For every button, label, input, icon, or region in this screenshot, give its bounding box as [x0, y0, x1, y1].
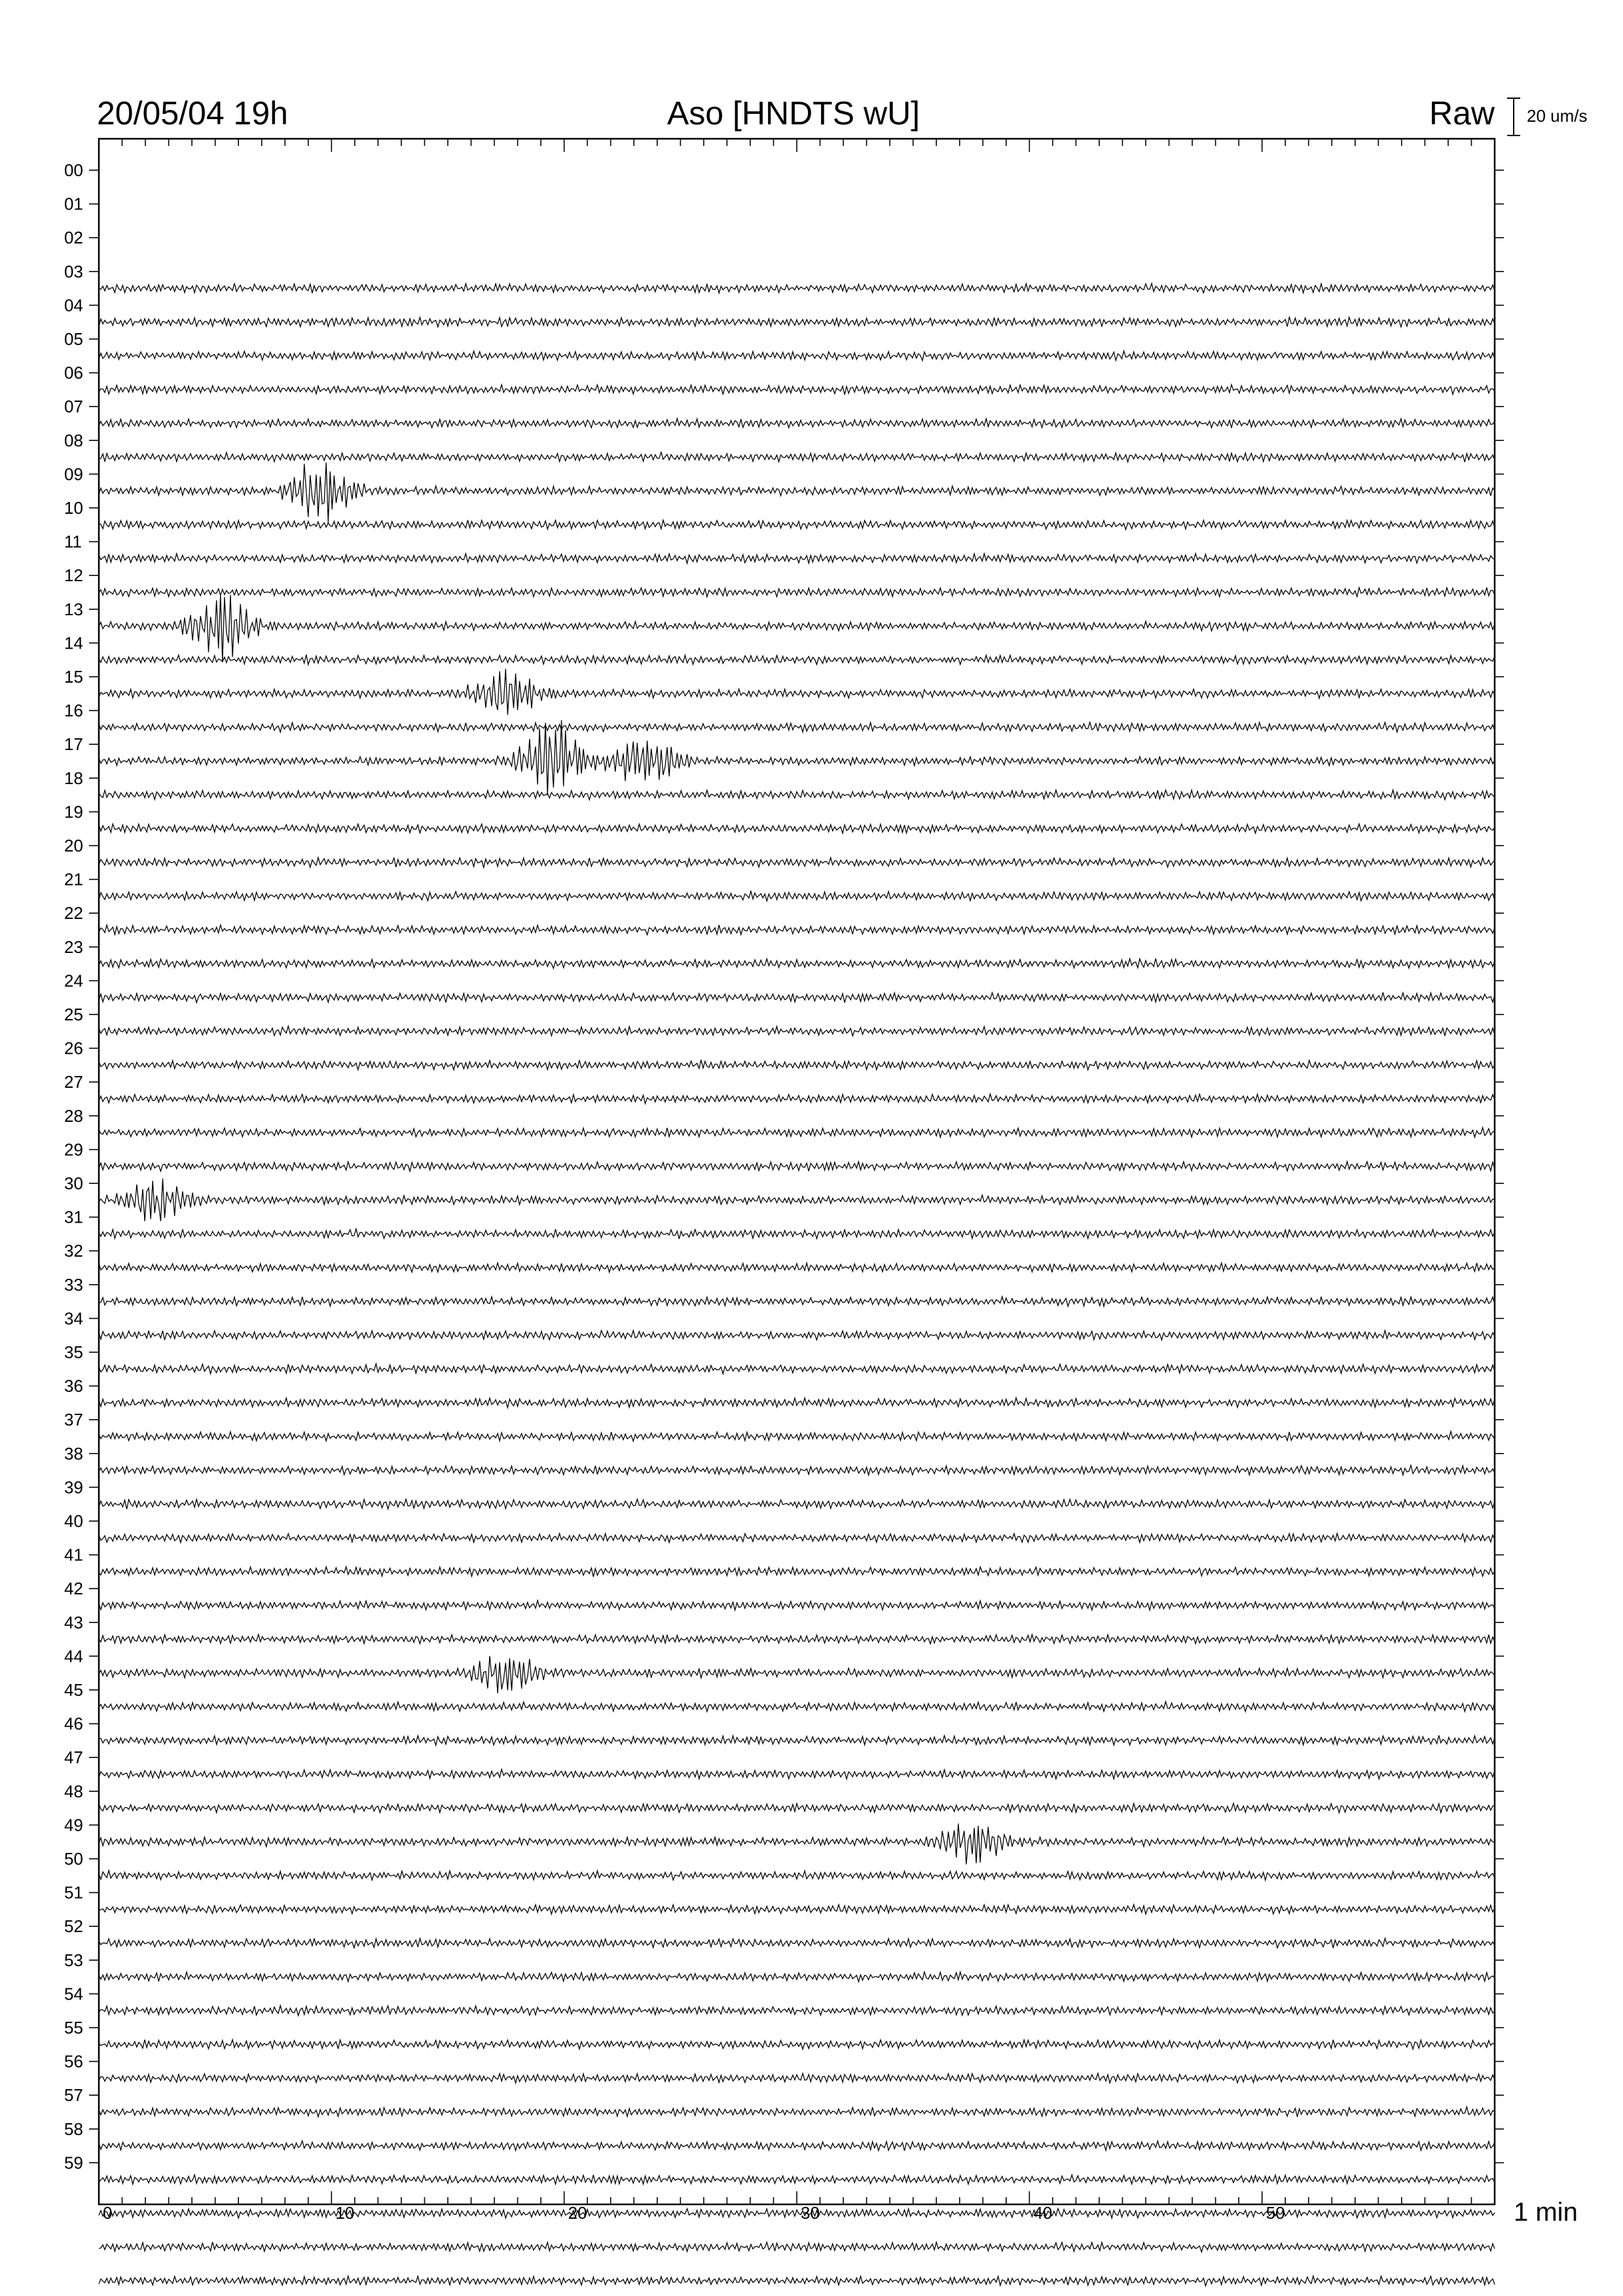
row-label: 24 [64, 971, 83, 991]
trace-line [99, 520, 1495, 530]
row-label: 37 [64, 1410, 83, 1430]
row-label: 03 [64, 261, 83, 281]
trace-line [99, 1229, 1495, 1239]
trace-line [99, 1431, 1495, 1441]
x-axis-labels [103, 2203, 1285, 2223]
trace-line [99, 418, 1495, 428]
row-label: 38 [64, 1443, 83, 1463]
trace-line [99, 1162, 1495, 1172]
row-label: 25 [64, 1005, 83, 1024]
trace-line [99, 1871, 1495, 1880]
x-tick-label: 10 [335, 2203, 355, 2223]
trace-line [99, 1600, 1495, 1610]
row-label: 01 [64, 194, 83, 214]
row-label: 50 [64, 1849, 83, 1869]
trace-line [99, 2175, 1495, 2185]
row-label: 28 [64, 1105, 83, 1126]
row-label: 09 [64, 464, 83, 484]
row-label: 07 [64, 397, 83, 417]
row-label: 08 [64, 430, 83, 450]
x-tick-label: 40 [1033, 2203, 1053, 2223]
trace-line [99, 2208, 1495, 2218]
trace-line [99, 463, 1495, 522]
trace-line [99, 2276, 1495, 2286]
row-label: 23 [64, 937, 83, 957]
trace-line [99, 1398, 1495, 1408]
trace-line [99, 1128, 1495, 1138]
trace-line [99, 1094, 1495, 1103]
trace-line [99, 452, 1495, 462]
trace-line [99, 283, 1495, 293]
row-label: 10 [64, 498, 83, 518]
row-label: 14 [64, 633, 83, 653]
row-label: 13 [64, 599, 83, 619]
trace-line [99, 1026, 1495, 1036]
trace-line [99, 1534, 1495, 1543]
chart-title: Aso [HNDTS wU] [666, 95, 921, 132]
trace-line [99, 595, 1495, 662]
row-label: 18 [64, 768, 83, 788]
row-label: 51 [64, 1882, 83, 1903]
row-label: 44 [64, 1646, 83, 1666]
trace-line [99, 720, 1495, 795]
row-label: 41 [64, 1545, 83, 1565]
row-label: 11 [64, 531, 82, 552]
row-label: 58 [64, 2119, 83, 2139]
x-tick-label: 30 [801, 2203, 820, 2223]
row-label: 02 [64, 228, 83, 248]
trace-line [99, 1702, 1495, 1712]
trace-line [99, 891, 1495, 901]
trace-line [99, 992, 1495, 1003]
row-label: 59 [64, 2153, 83, 2173]
row-label: 22 [64, 903, 83, 924]
row-label: 21 [64, 869, 83, 889]
trace-line [99, 655, 1495, 664]
row-label: 49 [64, 1815, 83, 1835]
trace-line [99, 1972, 1495, 1982]
trace-line [99, 351, 1495, 361]
trace-line [99, 1331, 1495, 1340]
trace-line [99, 1634, 1495, 1644]
row-label: 06 [64, 363, 83, 383]
row-label: 12 [64, 565, 83, 586]
amplitude-scale-bar [1507, 98, 1520, 135]
x-tick-label: 50 [1266, 2203, 1285, 2223]
row-label: 43 [64, 1612, 83, 1632]
row-label: 57 [64, 2085, 83, 2106]
trace-line [99, 1905, 1495, 1914]
row-label: 19 [64, 802, 83, 822]
x-tick-label: 20 [568, 2203, 587, 2223]
trace-line [99, 1567, 1495, 1577]
trace-line [99, 723, 1495, 732]
trace-line [99, 554, 1495, 564]
row-label: 15 [64, 667, 83, 687]
row-label: 56 [64, 2051, 83, 2072]
trace-line [99, 857, 1495, 867]
row-label: 46 [64, 1713, 83, 1734]
trace-line [99, 2242, 1495, 2252]
row-label: 45 [64, 1680, 83, 1700]
row-label: 53 [64, 1950, 83, 1970]
trace-line [99, 1735, 1495, 1745]
row-label: 33 [64, 1274, 83, 1295]
row-label: 42 [64, 1579, 83, 1599]
row-label: 54 [64, 1984, 83, 2004]
trace-line [99, 1823, 1495, 1864]
row-label: 48 [64, 1781, 83, 1801]
row-label: 20 [64, 836, 83, 855]
trace-line [99, 385, 1495, 395]
row-label: 39 [64, 1477, 83, 1498]
trace-line [99, 1263, 1495, 1273]
trace-line [99, 824, 1495, 834]
trace-line [99, 669, 1495, 715]
row-label: 17 [64, 734, 83, 755]
row-label: 55 [64, 2018, 83, 2037]
trace-line [99, 2073, 1495, 2083]
trace-line [99, 1297, 1495, 1306]
row-label: 52 [64, 1916, 83, 1937]
trace-line [99, 2141, 1495, 2151]
row-label: 32 [64, 1241, 83, 1261]
row-label: 04 [64, 295, 83, 315]
trace-line [99, 1939, 1495, 1948]
scale-label: 20 um/s [1527, 106, 1588, 126]
trace-line [99, 925, 1495, 935]
seismic-traces [99, 283, 1495, 2286]
row-label: 47 [64, 1748, 83, 1768]
trace-line [99, 2005, 1495, 2015]
trace-line [99, 2107, 1495, 2117]
row-label: 26 [64, 1038, 83, 1058]
trace-line [99, 1656, 1495, 1693]
datetime-label: 20/05/04 19h [97, 95, 288, 132]
time-unit-label: 1 min [1514, 2198, 1578, 2227]
trace-line [99, 1060, 1495, 1069]
trace-line [99, 1364, 1495, 1374]
row-label: 00 [64, 160, 83, 180]
row-label: 27 [64, 1072, 83, 1092]
row-label: 31 [64, 1207, 83, 1227]
row-label: 35 [64, 1342, 83, 1362]
trace-line [99, 959, 1495, 969]
trace-line [99, 317, 1495, 327]
trace-line [99, 588, 1495, 597]
trace-line [99, 790, 1495, 800]
bottom-axis-ticks [99, 2191, 1495, 2204]
mode-label: Raw [1429, 95, 1495, 132]
trace-line [99, 1803, 1495, 1813]
plot-frame [99, 139, 1495, 2204]
row-label: 05 [64, 329, 83, 349]
row-label: 40 [64, 1511, 83, 1531]
top-axis-ticks [99, 139, 1495, 152]
trace-line [99, 1465, 1495, 1475]
x-tick-label: 0 [103, 2203, 113, 2223]
trace-line [99, 1769, 1495, 1779]
trace-line [99, 2039, 1495, 2049]
trace-line [99, 1499, 1495, 1509]
row-label: 16 [64, 700, 83, 721]
row-label: 34 [64, 1308, 83, 1329]
row-label: 36 [64, 1376, 83, 1396]
row-label: 30 [64, 1174, 83, 1193]
trace-line [99, 1179, 1495, 1221]
row-label: 29 [64, 1139, 83, 1160]
